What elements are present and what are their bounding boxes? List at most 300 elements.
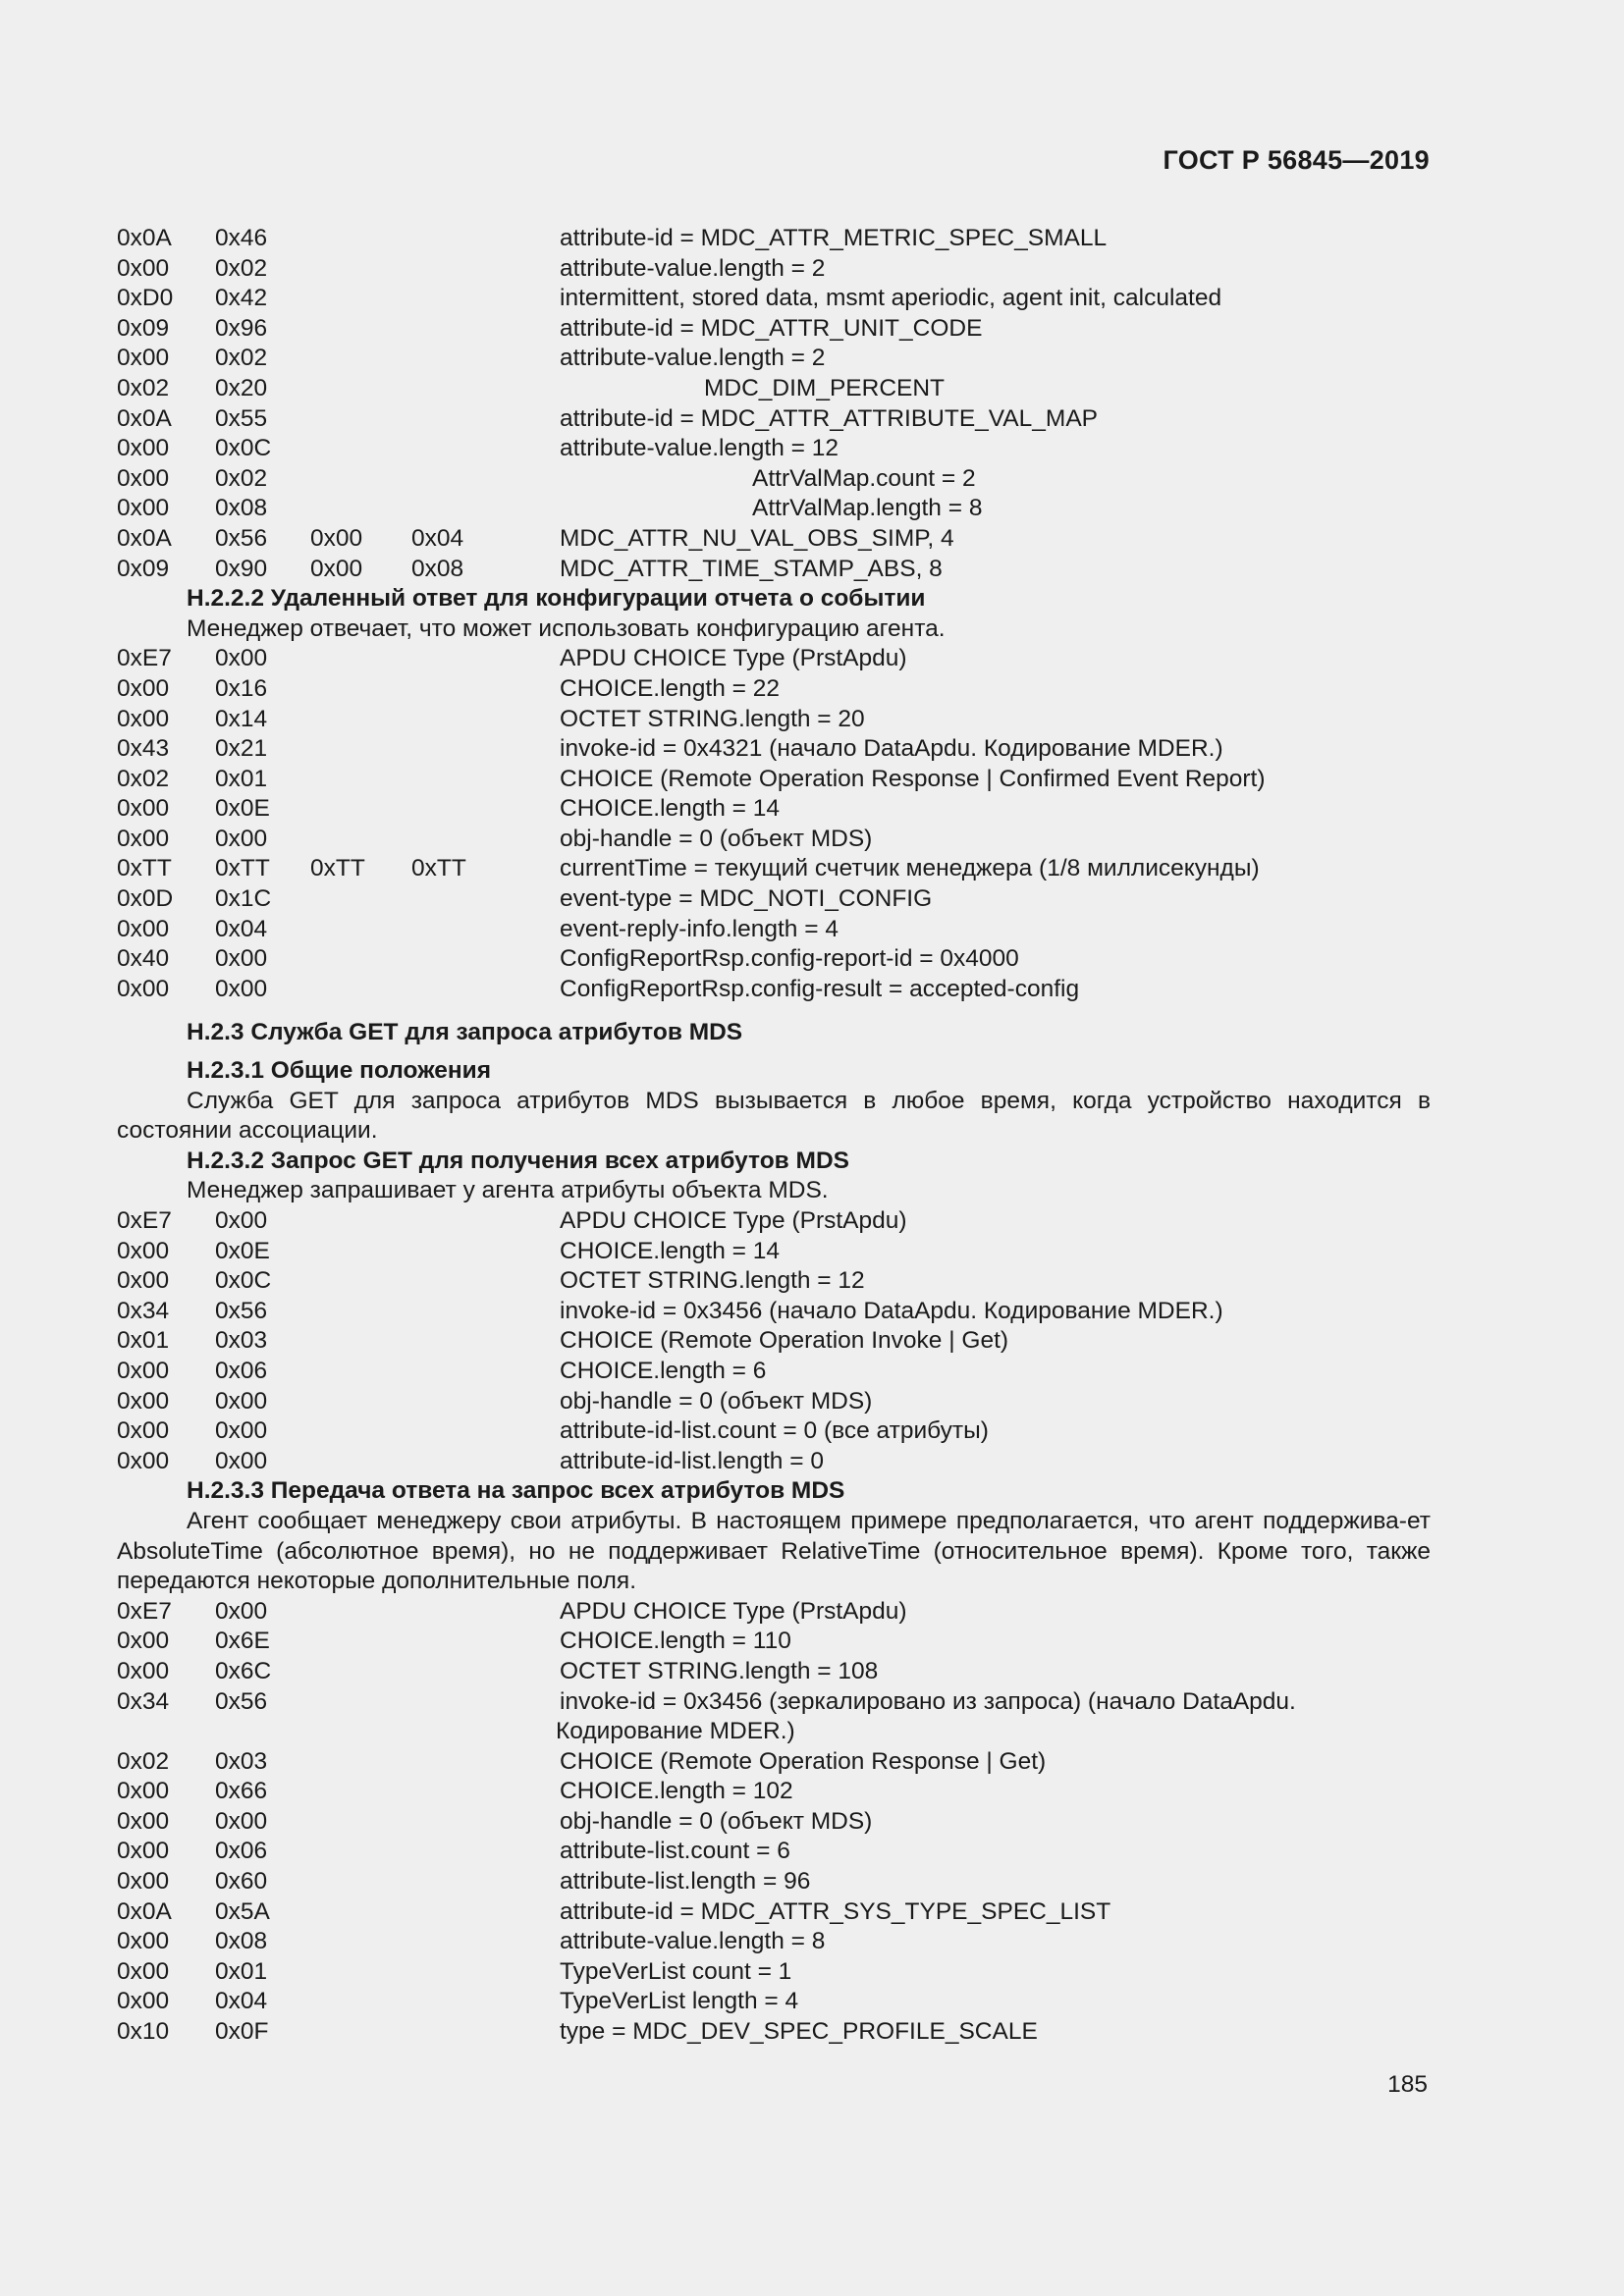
hex-row bbox=[117, 224, 1431, 254]
hex-row bbox=[117, 555, 1431, 585]
byte-2: 0x01 bbox=[215, 1957, 268, 1985]
hex-row bbox=[117, 1927, 1431, 1957]
byte-4 bbox=[411, 825, 560, 855]
hex-row bbox=[117, 1297, 1431, 1327]
row-description: currentTime = текущий счетчик менеджера (1/8 миллисекунды) bbox=[560, 855, 1260, 882]
byte-2: 0x01 bbox=[215, 765, 268, 792]
byte-2: 0x08 bbox=[215, 1928, 268, 1955]
hex-row bbox=[117, 494, 1431, 524]
byte-1: 0x43 bbox=[117, 735, 170, 763]
byte-1: 0x0A bbox=[117, 524, 172, 552]
byte-4 bbox=[411, 674, 560, 705]
byte-2: 0x1C bbox=[215, 885, 272, 913]
document-id: ГОСТ Р 56845—2019 bbox=[1163, 145, 1430, 175]
byte-3 bbox=[310, 1297, 411, 1327]
byte-2: 0x0C bbox=[215, 1267, 272, 1295]
byte-4 bbox=[411, 1777, 560, 1807]
byte-3 bbox=[310, 1987, 411, 2017]
hex-row bbox=[117, 1416, 1431, 1447]
byte-2: 0x14 bbox=[215, 705, 268, 732]
byte-1: 0x00 bbox=[117, 915, 170, 942]
hex-row bbox=[117, 1687, 1431, 1718]
hex-row bbox=[117, 1837, 1431, 1867]
byte-1: 0x34 bbox=[117, 1297, 170, 1324]
byte-1: 0x00 bbox=[117, 1357, 170, 1384]
byte-3 bbox=[310, 1447, 411, 1477]
byte-4 bbox=[411, 1927, 560, 1957]
section-heading-h222: H.2.2.2 Удаленный ответ для конфигурации отчета о событии bbox=[187, 585, 926, 613]
byte-1: 0x00 bbox=[117, 825, 170, 852]
row-description: attribute-value.length = 12 bbox=[560, 435, 839, 462]
hex-row bbox=[117, 434, 1431, 464]
byte-1 bbox=[117, 1717, 215, 1747]
byte-1: 0x00 bbox=[117, 1807, 170, 1835]
hex-row bbox=[117, 1597, 1431, 1628]
hex-row bbox=[117, 464, 1431, 495]
byte-4 bbox=[411, 254, 560, 285]
byte-2: 0x00 bbox=[215, 975, 268, 1002]
page-content bbox=[117, 224, 1431, 2048]
hex-block-3 bbox=[117, 1206, 1431, 1476]
hex-row bbox=[117, 944, 1431, 975]
row-description: CHOICE.length = 14 bbox=[560, 795, 781, 823]
row-description: obj-handle = 0 (объект MDS) bbox=[560, 1807, 873, 1835]
byte-2: 0x00 bbox=[215, 1387, 268, 1415]
byte-1: 0x00 bbox=[117, 1417, 170, 1445]
row-description: intermittent, stored data, msmt aperiodic, agent init, calculated bbox=[560, 285, 1222, 312]
byte-3 bbox=[310, 1387, 411, 1417]
byte-2: 0x02 bbox=[215, 254, 268, 282]
byte-2: 0x6E bbox=[215, 1628, 270, 1655]
byte-1: 0x00 bbox=[117, 1657, 170, 1684]
hex-row bbox=[117, 1357, 1431, 1387]
byte-4 bbox=[411, 884, 560, 915]
hex-row bbox=[117, 1627, 1431, 1657]
row-description: CHOICE.length = 102 bbox=[560, 1778, 793, 1805]
byte-1: 0x00 bbox=[117, 674, 170, 702]
byte-4 bbox=[411, 1717, 560, 1747]
byte-2: 0xTT bbox=[215, 855, 270, 882]
byte-1: 0x00 bbox=[117, 1447, 170, 1474]
byte-4 bbox=[411, 1897, 560, 1928]
byte-1: 0x00 bbox=[117, 1267, 170, 1295]
byte-2: 0x46 bbox=[215, 225, 268, 251]
row-description: MDC_ATTR_NU_VAL_OBS_SIMP, 4 bbox=[560, 524, 954, 552]
hex-row bbox=[117, 1326, 1431, 1357]
byte-2: 0x66 bbox=[215, 1778, 268, 1805]
byte-4 bbox=[411, 1297, 560, 1327]
row-description: TypeVerList length = 4 bbox=[560, 1988, 799, 2015]
byte-3 bbox=[310, 975, 411, 1005]
hex-row bbox=[117, 1957, 1431, 1988]
row-description: Кодирование MDER.) bbox=[556, 1718, 795, 1745]
row-description: OCTET STRING.length = 12 bbox=[560, 1267, 865, 1295]
byte-3 bbox=[310, 1326, 411, 1357]
byte-3 bbox=[310, 1657, 411, 1687]
byte-2: 0x96 bbox=[215, 314, 268, 342]
byte-4 bbox=[411, 1747, 560, 1778]
byte-4 bbox=[411, 344, 560, 374]
byte-1: 0xD0 bbox=[117, 285, 174, 312]
byte-3 bbox=[310, 404, 411, 435]
byte-4 bbox=[411, 705, 560, 735]
hex-row bbox=[117, 1387, 1431, 1417]
byte-1: 0xE7 bbox=[117, 645, 172, 672]
byte-2: 0x04 bbox=[215, 1988, 268, 2015]
hex-row bbox=[117, 1237, 1431, 1267]
byte-1: 0x00 bbox=[117, 975, 170, 1002]
byte-4 bbox=[411, 1657, 560, 1687]
row-description: attribute-list.count = 6 bbox=[560, 1838, 790, 1865]
byte-4 bbox=[411, 1627, 560, 1657]
byte-4 bbox=[411, 2017, 560, 2048]
row-description: APDU CHOICE Type (PrstApdu) bbox=[560, 1597, 907, 1625]
byte-2: 0x00 bbox=[215, 945, 268, 973]
byte-3 bbox=[310, 1747, 411, 1778]
byte-4 bbox=[411, 1416, 560, 1447]
page-number: 185 bbox=[1387, 2071, 1428, 2098]
hex-row bbox=[117, 884, 1431, 915]
byte-2: 0x60 bbox=[215, 1868, 268, 1896]
byte-3 bbox=[310, 674, 411, 705]
byte-2: 0x03 bbox=[215, 1327, 268, 1355]
byte-1: 0x00 bbox=[117, 1778, 170, 1805]
hex-block-4 bbox=[117, 1597, 1431, 2048]
row-description: attribute-value.length = 8 bbox=[560, 1928, 826, 1955]
byte-1: 0x00 bbox=[117, 1838, 170, 1865]
hex-row bbox=[117, 1447, 1431, 1477]
byte-1: 0x34 bbox=[117, 1687, 170, 1715]
byte-4 bbox=[411, 1687, 560, 1718]
byte-1: 0x09 bbox=[117, 555, 170, 582]
byte-1: 0x00 bbox=[117, 1628, 170, 1655]
byte-1: 0x00 bbox=[117, 345, 170, 372]
hex-row bbox=[117, 404, 1431, 435]
hex-row bbox=[117, 1867, 1431, 1897]
byte-2: 0x0E bbox=[215, 1237, 270, 1264]
byte-3 bbox=[310, 1927, 411, 1957]
row-description: attribute-list.length = 96 bbox=[560, 1868, 811, 1896]
byte-4 bbox=[411, 1597, 560, 1628]
byte-4 bbox=[411, 915, 560, 945]
row-description: invoke-id = 0x3456 (начало DataApdu. Кодирование MDER.) bbox=[560, 1297, 1223, 1324]
byte-4 bbox=[411, 284, 560, 314]
byte-1: 0x02 bbox=[117, 1747, 170, 1775]
byte-2: 0x55 bbox=[215, 404, 268, 432]
byte-2: 0x56 bbox=[215, 524, 268, 552]
byte-4: 0x08 bbox=[411, 555, 464, 582]
row-description: type = MDC_DEV_SPEC_PROFILE_SCALE bbox=[560, 2018, 1038, 2046]
hex-row bbox=[117, 705, 1431, 735]
byte-3 bbox=[310, 1237, 411, 1267]
hex-row bbox=[117, 2017, 1431, 2048]
byte-2: 0x00 bbox=[215, 1807, 268, 1835]
row-description: AttrValMap.length = 8 bbox=[752, 495, 983, 522]
hex-row bbox=[117, 734, 1431, 765]
hex-row bbox=[117, 644, 1431, 674]
byte-2: 0x00 bbox=[215, 1417, 268, 1445]
byte-4 bbox=[411, 314, 560, 345]
hex-row bbox=[117, 674, 1431, 705]
byte-2: 0x02 bbox=[215, 345, 268, 372]
byte-3 bbox=[310, 1867, 411, 1897]
section-heading-h23: H.2.3 Служба GET для запроса атрибутов MDS bbox=[187, 1019, 743, 1046]
byte-3 bbox=[310, 284, 411, 314]
byte-4 bbox=[411, 1357, 560, 1387]
byte-4 bbox=[411, 975, 560, 1005]
byte-3 bbox=[310, 825, 411, 855]
byte-3 bbox=[310, 734, 411, 765]
byte-1: 0x00 bbox=[117, 464, 170, 492]
section-heading-h232: H.2.3.2 Запрос GET для получения всех атрибутов MDS bbox=[187, 1147, 849, 1174]
byte-3 bbox=[310, 344, 411, 374]
byte-1: 0x01 bbox=[117, 1327, 170, 1355]
hex-row bbox=[117, 284, 1431, 314]
byte-4 bbox=[411, 494, 560, 524]
byte-1: 0x40 bbox=[117, 945, 170, 973]
byte-1: 0xE7 bbox=[117, 1597, 172, 1625]
row-description: ConfigReportRsp.config-result = accepted-config bbox=[560, 975, 1080, 1002]
row-description: invoke-id = 0x4321 (начало DataApdu. Кодирование MDER.) bbox=[560, 735, 1223, 763]
byte-4 bbox=[411, 404, 560, 435]
byte-2: 0x0E bbox=[215, 795, 270, 823]
byte-3 bbox=[310, 1357, 411, 1387]
byte-3 bbox=[310, 705, 411, 735]
row-description: attribute-id = MDC_ATTR_SYS_TYPE_SPEC_LIST bbox=[560, 1897, 1111, 1925]
hex-row bbox=[117, 344, 1431, 374]
hex-row bbox=[117, 1747, 1431, 1778]
byte-2: 0x56 bbox=[215, 1297, 268, 1324]
byte-3 bbox=[310, 1717, 411, 1747]
row-description: attribute-id = MDC_ATTR_METRIC_SPEC_SMALL bbox=[560, 225, 1108, 251]
byte-4 bbox=[411, 374, 560, 404]
byte-3 bbox=[310, 794, 411, 825]
byte-1: 0x09 bbox=[117, 314, 170, 342]
byte-4 bbox=[411, 1326, 560, 1357]
byte-2: 0x06 bbox=[215, 1838, 268, 1865]
row-description: event-type = MDC_NOTI_CONFIG bbox=[560, 885, 933, 913]
byte-1: 0x00 bbox=[117, 1957, 170, 1985]
byte-1: 0x0A bbox=[117, 225, 172, 251]
byte-4 bbox=[411, 1957, 560, 1988]
row-description: CHOICE.length = 110 bbox=[560, 1628, 791, 1655]
row-description: OCTET STRING.length = 108 bbox=[560, 1657, 879, 1684]
byte-4: 0xTT bbox=[411, 855, 466, 882]
byte-3 bbox=[310, 915, 411, 945]
hex-block-1 bbox=[117, 224, 1431, 584]
row-description: AttrValMap.count = 2 bbox=[752, 464, 976, 492]
row-description: APDU CHOICE Type (PrstApdu) bbox=[560, 1207, 907, 1234]
byte-4 bbox=[411, 464, 560, 495]
byte-4 bbox=[411, 1867, 560, 1897]
byte-4 bbox=[411, 1807, 560, 1838]
row-description: ConfigReportRsp.config-report-id = 0x4000 bbox=[560, 945, 1019, 973]
section-intro-h222: Менеджер отвечает, что может использовать конфигурацию агента. bbox=[187, 614, 946, 642]
hex-row bbox=[117, 765, 1431, 795]
byte-4 bbox=[411, 224, 560, 254]
byte-3 bbox=[310, 254, 411, 285]
byte-4 bbox=[411, 644, 560, 674]
byte-2: 0x00 bbox=[215, 1207, 268, 1234]
row-description: obj-handle = 0 (объект MDS) bbox=[560, 1387, 873, 1415]
byte-2: 0x20 bbox=[215, 374, 268, 401]
hex-row bbox=[117, 1717, 1431, 1747]
byte-2: 0x6C bbox=[215, 1657, 272, 1684]
row-description: CHOICE.length = 22 bbox=[560, 674, 781, 702]
byte-1: 0x00 bbox=[117, 795, 170, 823]
hex-row bbox=[117, 1897, 1431, 1928]
section-text-h233: Агент сообщает менеджеру свои атрибуты. В настоящем примере предполагается, что агент поддержива-ет AbsoluteTime (абсолютное время), но не поддерживает RelativeTime (относительное время). Кроме того, также передаются некоторые дополнительные поля. bbox=[117, 1507, 1431, 1595]
byte-3 bbox=[310, 1837, 411, 1867]
byte-3 bbox=[310, 944, 411, 975]
byte-2: 0x42 bbox=[215, 285, 268, 312]
row-description: CHOICE.length = 14 bbox=[560, 1237, 781, 1264]
row-description: APDU CHOICE Type (PrstApdu) bbox=[560, 645, 907, 672]
byte-2: 0x08 bbox=[215, 495, 268, 522]
byte-3 bbox=[310, 1206, 411, 1237]
byte-4 bbox=[411, 1387, 560, 1417]
row-description: CHOICE (Remote Operation Response | Get) bbox=[560, 1747, 1047, 1775]
byte-3 bbox=[310, 884, 411, 915]
row-description: attribute-id-list.count = 0 (все атрибуты) bbox=[560, 1417, 989, 1445]
byte-4 bbox=[411, 734, 560, 765]
row-description: attribute-id-list.length = 0 bbox=[560, 1447, 824, 1474]
row-description: attribute-id = MDC_ATTR_UNIT_CODE bbox=[560, 314, 983, 342]
byte-2: 0x06 bbox=[215, 1357, 268, 1384]
byte-3 bbox=[310, 1897, 411, 1928]
byte-3: 0x00 bbox=[310, 555, 363, 582]
byte-2: 0x21 bbox=[215, 735, 268, 763]
hex-row bbox=[117, 524, 1431, 555]
row-description: CHOICE (Remote Operation Invoke | Get) bbox=[560, 1327, 1009, 1355]
byte-1: 0x0D bbox=[117, 885, 174, 913]
hex-block-2 bbox=[117, 644, 1431, 1004]
byte-1: 0x02 bbox=[117, 374, 170, 401]
row-description: attribute-value.length = 2 bbox=[560, 345, 826, 372]
byte-1: 0x00 bbox=[117, 1387, 170, 1415]
hex-row bbox=[117, 794, 1431, 825]
row-description: attribute-value.length = 2 bbox=[560, 254, 826, 282]
hex-row bbox=[117, 825, 1431, 855]
hex-row bbox=[117, 254, 1431, 285]
byte-1: 0x00 bbox=[117, 705, 170, 732]
byte-2: 0x00 bbox=[215, 1447, 268, 1474]
byte-3 bbox=[310, 314, 411, 345]
byte-4 bbox=[411, 944, 560, 975]
section-intro-h232: Менеджер запрашивает у агента атрибуты объекта MDS. bbox=[187, 1177, 829, 1204]
row-description: CHOICE.length = 6 bbox=[560, 1357, 767, 1384]
hex-row bbox=[117, 1777, 1431, 1807]
byte-3 bbox=[310, 1266, 411, 1297]
byte-2: 0x5A bbox=[215, 1897, 270, 1925]
byte-3 bbox=[310, 2017, 411, 2048]
byte-2: 0x0F bbox=[215, 2018, 269, 2046]
byte-4 bbox=[411, 434, 560, 464]
byte-2: 0x03 bbox=[215, 1747, 268, 1775]
hex-row bbox=[117, 1266, 1431, 1297]
row-description: OCTET STRING.length = 20 bbox=[560, 705, 865, 732]
byte-1: 0xE7 bbox=[117, 1207, 172, 1234]
byte-2: 0x00 bbox=[215, 645, 268, 672]
section-heading-h231: H.2.3.1 Общие положения bbox=[187, 1057, 492, 1085]
byte-4 bbox=[411, 1237, 560, 1267]
byte-4 bbox=[411, 1206, 560, 1237]
row-description: MDC_DIM_PERCENT bbox=[704, 374, 946, 401]
byte-4 bbox=[411, 794, 560, 825]
byte-3 bbox=[310, 1416, 411, 1447]
row-description: TypeVerList count = 1 bbox=[560, 1957, 792, 1985]
byte-4 bbox=[411, 1837, 560, 1867]
byte-2: 0x0C bbox=[215, 435, 272, 462]
hex-row bbox=[117, 854, 1431, 884]
byte-3: 0x00 bbox=[310, 524, 363, 552]
byte-1: 0x00 bbox=[117, 435, 170, 462]
byte-4: 0x04 bbox=[411, 524, 464, 552]
row-description: attribute-id = MDC_ATTR_ATTRIBUTE_VAL_MAP bbox=[560, 404, 1098, 432]
byte-2: 0x16 bbox=[215, 674, 268, 702]
row-description: MDC_ATTR_TIME_STAMP_ABS, 8 bbox=[560, 555, 943, 582]
byte-1: 0x10 bbox=[117, 2018, 170, 2046]
byte-2: 0x00 bbox=[215, 1597, 268, 1625]
byte-1: 0x0A bbox=[117, 404, 172, 432]
byte-1: 0x00 bbox=[117, 254, 170, 282]
byte-1: 0x00 bbox=[117, 1868, 170, 1896]
row-description: event-reply-info.length = 4 bbox=[560, 915, 839, 942]
byte-3 bbox=[310, 224, 411, 254]
byte-3: 0xTT bbox=[310, 855, 365, 882]
byte-3 bbox=[310, 494, 411, 524]
byte-3 bbox=[310, 1957, 411, 1988]
byte-3 bbox=[310, 765, 411, 795]
byte-1: 0x00 bbox=[117, 1988, 170, 2015]
section-text-h231: Служба GET для запроса атрибутов MDS вызывается в любое время, когда устройство находится в состоянии ассоциации. bbox=[117, 1087, 1431, 1145]
byte-2: 0x04 bbox=[215, 915, 268, 942]
hex-row bbox=[117, 915, 1431, 945]
hex-row bbox=[117, 374, 1431, 404]
byte-1: 0x00 bbox=[117, 495, 170, 522]
byte-1: 0x02 bbox=[117, 765, 170, 792]
byte-3 bbox=[310, 644, 411, 674]
row-description: CHOICE (Remote Operation Response | Confirmed Event Report) bbox=[560, 765, 1266, 792]
byte-2: 0x02 bbox=[215, 464, 268, 492]
byte-3 bbox=[310, 1777, 411, 1807]
byte-4 bbox=[411, 1266, 560, 1297]
byte-4 bbox=[411, 1987, 560, 2017]
byte-1: 0x00 bbox=[117, 1237, 170, 1264]
hex-row bbox=[117, 1807, 1431, 1838]
row-description: invoke-id = 0x3456 (зеркалировано из запроса) (начало DataApdu. bbox=[560, 1687, 1296, 1715]
hex-row bbox=[117, 1657, 1431, 1687]
byte-1: 0x0A bbox=[117, 1897, 172, 1925]
byte-2: 0x00 bbox=[215, 825, 268, 852]
byte-3 bbox=[310, 374, 411, 404]
byte-3 bbox=[310, 1807, 411, 1838]
byte-2 bbox=[215, 1717, 310, 1747]
hex-row bbox=[117, 314, 1431, 345]
row-description: obj-handle = 0 (объект MDS) bbox=[560, 825, 873, 852]
byte-1: 0x00 bbox=[117, 1928, 170, 1955]
hex-row bbox=[117, 1987, 1431, 2017]
byte-3 bbox=[310, 1597, 411, 1628]
byte-2: 0x90 bbox=[215, 555, 268, 582]
section-heading-h233: H.2.3.3 Передача ответа на запрос всех атрибутов MDS bbox=[187, 1477, 845, 1505]
byte-4 bbox=[411, 1447, 560, 1477]
byte-2: 0x56 bbox=[215, 1687, 268, 1715]
byte-4 bbox=[411, 765, 560, 795]
byte-3 bbox=[310, 1627, 411, 1657]
byte-3 bbox=[310, 1687, 411, 1718]
byte-3 bbox=[310, 464, 411, 495]
